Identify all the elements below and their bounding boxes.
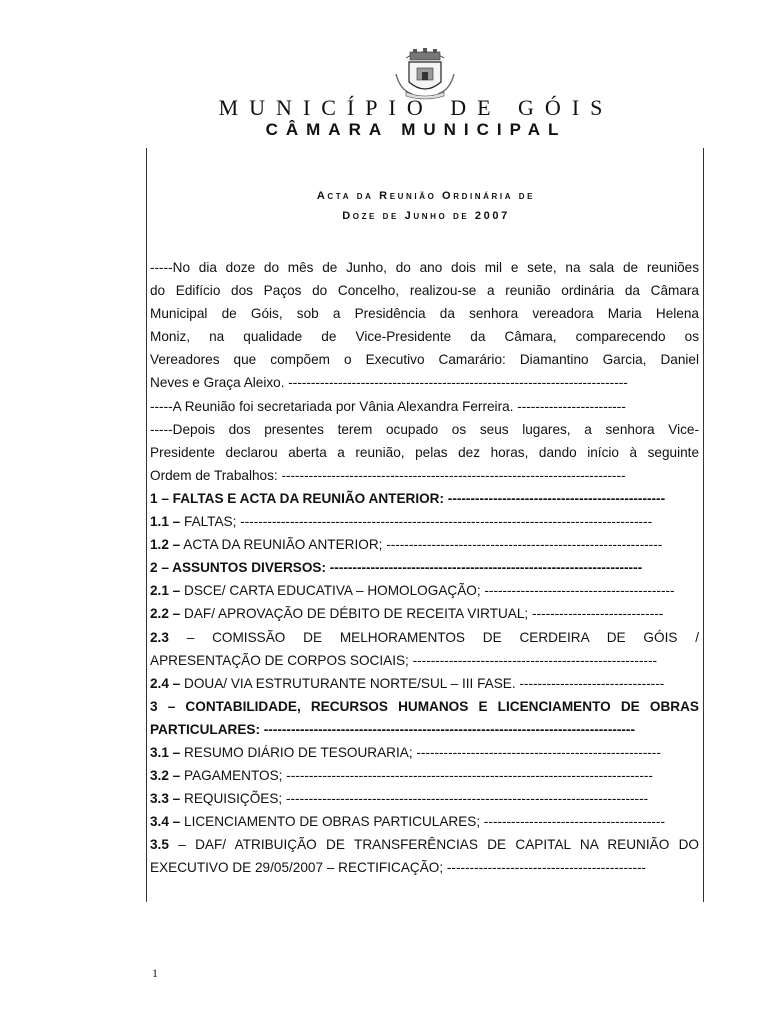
text-line: Neves e Graça Aleixo. ---------------------------------------------------------------------------: [150, 375, 628, 391]
agenda-item: 3.1 – RESUMO DIÁRIO DE TESOURARIA; ------------------------------------------------------: [150, 744, 661, 760]
agenda-item-continued: EXECUTIVO DE 29/05/2007 – RECTIFICAÇÃO; --------------------------------------------: [150, 860, 647, 876]
agenda-section-3-continued: PARTICULARES: ----------------------------------------------------------------------------------: [150, 721, 635, 737]
council-name: CÂMARA MUNICIPAL: [265, 120, 567, 139]
agenda-item: 3.4 – LICENCIAMENTO DE OBRAS PARTICULARES; ----------------------------------------: [150, 814, 665, 830]
minutes-body: [150, 256, 699, 880]
agenda-item: 2.3 – COMISSÃO DE MELHORAMENTOS DE CERDEIRA DE GÓIS /: [150, 629, 699, 645]
text-line: Presidente declarou aberta a reunião, pelas dez horas, dando início à seguinte: [150, 444, 699, 460]
text-line: -----A Reunião foi secretariada por Vânia Alexandra Ferreira. ------------------------: [150, 398, 626, 414]
agenda-section-2: 2 – ASSUNTOS DIVERSOS: ---------------------------------------------------------------------: [150, 560, 643, 576]
text-line: -----Depois dos presentes terem ocupado os seus lugares, a senhora Vice-: [150, 421, 699, 437]
text-line: -----No dia doze do mês de Junho, do ano dois mil e sete, na sala de reuniões: [150, 260, 699, 275]
page-number: 1: [152, 966, 158, 980]
agenda-section-1: 1 – FALTAS E ACTA DA REUNIÃO ANTERIOR: ------------------------------------------------: [150, 490, 666, 506]
agenda-item-continued: APRESENTAÇÃO DE CORPOS SOCIAIS; ------------------------------------------------------: [150, 652, 658, 668]
acta-title-line2: Doze de Junho de 2007: [342, 210, 510, 222]
agenda-item: 1.1 – FALTAS; -------------------------------------------------------------------------------------------: [150, 514, 653, 530]
agenda-item: 2.1 – DSCE/ CARTA EDUCATIVA – HOMOLOGAÇÃO; ------------------------------------------: [150, 583, 675, 599]
acta-title-line1: Acta da Reunião Ordinária de: [316, 190, 536, 202]
text-line: Vereadores que compõem o Executivo Camarário: Diamantino Garcia, Daniel: [150, 352, 699, 368]
municipal-crest-logo: [392, 44, 458, 100]
agenda-section-3: 3 – CONTABILIDADE, RECURSOS HUMANOS E LICENCIAMENTO DE OBRAS: [150, 698, 699, 714]
right-margin-rule: [703, 148, 704, 902]
text-line: Moniz, na qualidade de Vice-Presidente da Câmara, comparecendo os: [150, 329, 699, 345]
text-line: Municipal de Góis, sob a Presidência da senhora vereadora Maria Helena: [150, 306, 699, 322]
agenda-item: 3.2 – PAGAMENTOS; ---------------------------------------------------------------------------------: [150, 768, 653, 784]
left-margin-rule: [146, 148, 147, 902]
municipality-name: MUNICÍPIO DE GÓIS: [218, 95, 614, 120]
agenda-item: 2.4 – DOUA/ VIA ESTRUTURANTE NORTE/SUL – III FASE. --------------------------------: [150, 675, 665, 691]
agenda-item: 3.3 – REQUISIÇÕES; --------------------------------------------------------------------------------: [150, 791, 649, 807]
agenda-item: 3.5 – DAF/ ATRIBUIÇÃO DE TRANSFERÊNCIAS DE CAPITAL NA REUNIÃO DO: [150, 837, 699, 853]
agenda-item: 2.2 – DAF/ APROVAÇÃO DE DÉBITO DE RECEITA VIRTUAL; -----------------------------: [150, 606, 664, 622]
agenda-item: 1.2 – ACTA DA REUNIÃO ANTERIOR; -------------------------------------------------------------: [150, 537, 663, 553]
text-line: Ordem de Trabalhos: ----------------------------------------------------------------------------: [150, 467, 626, 483]
text-line: do Edifício dos Paços do Concelho, realizou-se a reunião ordinária da Câmara: [150, 283, 699, 299]
